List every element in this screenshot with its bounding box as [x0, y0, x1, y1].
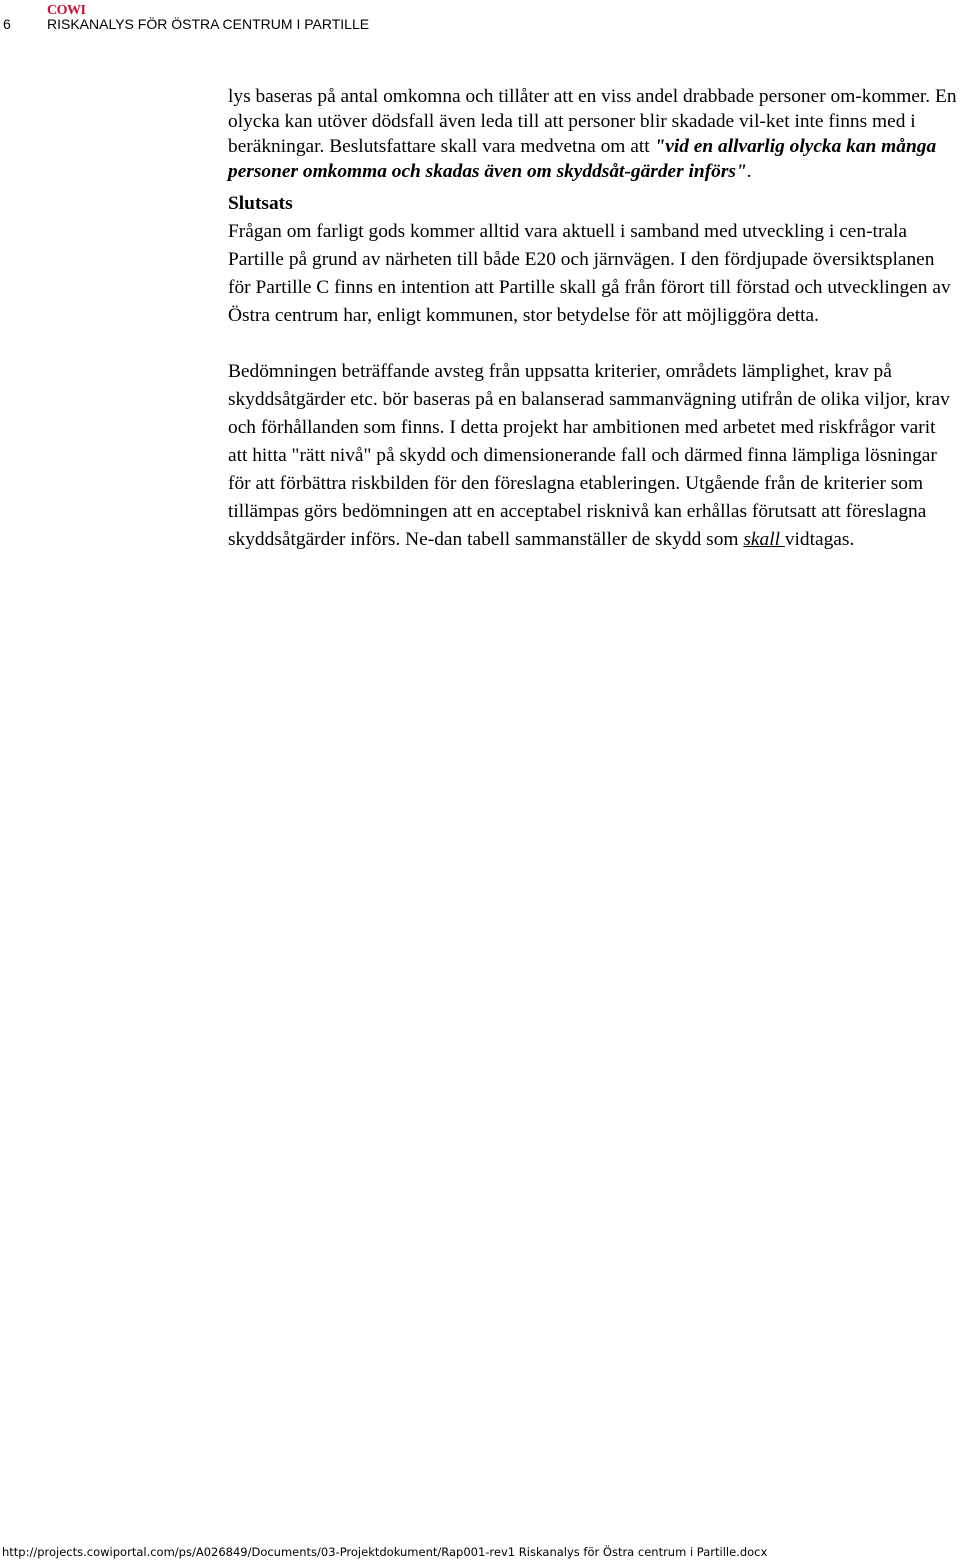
document-body: [228, 84, 958, 554]
paragraph-assessment-end: vidtagas.: [784, 529, 855, 550]
page-number: 6: [3, 16, 11, 32]
emphasized-quote: "vid en allvarlig olycka kan många personer omkomma och skadas även om skyddsåt-gärder införs": [228, 136, 937, 182]
paragraph-risk-measure: [228, 84, 958, 184]
running-title: RISKANALYS FÖR ÖSTRA CENTRUM I PARTILLE: [47, 16, 370, 32]
underlined-word-skall: skall: [743, 529, 785, 550]
cowi-logo: COWI: [47, 3, 86, 18]
paragraph-risk-measure-end: .: [746, 161, 752, 182]
paragraph-conclusion: Frågan om farligt gods kommer alltid vara aktuell i samband med utveckling i cen-trala Partille på grund av närheten till både E20 och järnvägen. I den fördjupade översiktsplanen för Partille C finns en intention att Partille skall gå från förort till förstad och utvecklingen av Östra centrum har, enligt kommunen, stor betydelse för att möjliggöra detta.: [228, 221, 951, 326]
footer-document-url: http://projects.cowiportal.com/ps/A026849/Documents/03-Projektdokument/Rap001-rev1 Riskanalys för Östra centrum i Partille.docx: [2, 1545, 768, 1559]
paragraph-risk-measure-text: lys baseras på antal omkomna och tillåter att en viss andel drabbade personer om-kommer. En olycka kan utöver dödsfall även leda till att personer blir skadade vil-ket inte finns med i beräkningar. Beslutsfattare skall vara medvetna om att: [228, 86, 957, 157]
section-heading-slutsats: Slutsats: [228, 193, 293, 214]
paragraph-assessment-text: Bedömningen beträffande avsteg från uppsatta kriterier, områdets lämplighet, krav på skyddsåtgärder etc. bör baseras på en balanserad sammanvägning utifrån de olika viljor, krav och förhållanden som finns. I detta projekt har ambitionen med arbetet med riskfrågor varit att hitta "rätt nivå" på skydd och dimensionerande fall och därmed finna lämpliga lösningar för att förbättra riskbilden för den föreslagna etableringen. Utgående från de kriterier som tillämpas görs bedömningen att en acceptabel risknivå kan erhållas förutsatt att föreslagna skyddsåtgärder införs. Ne-dan tabell sammanställer de skydd som: [228, 361, 950, 550]
paragraph-assessment: [228, 358, 958, 554]
